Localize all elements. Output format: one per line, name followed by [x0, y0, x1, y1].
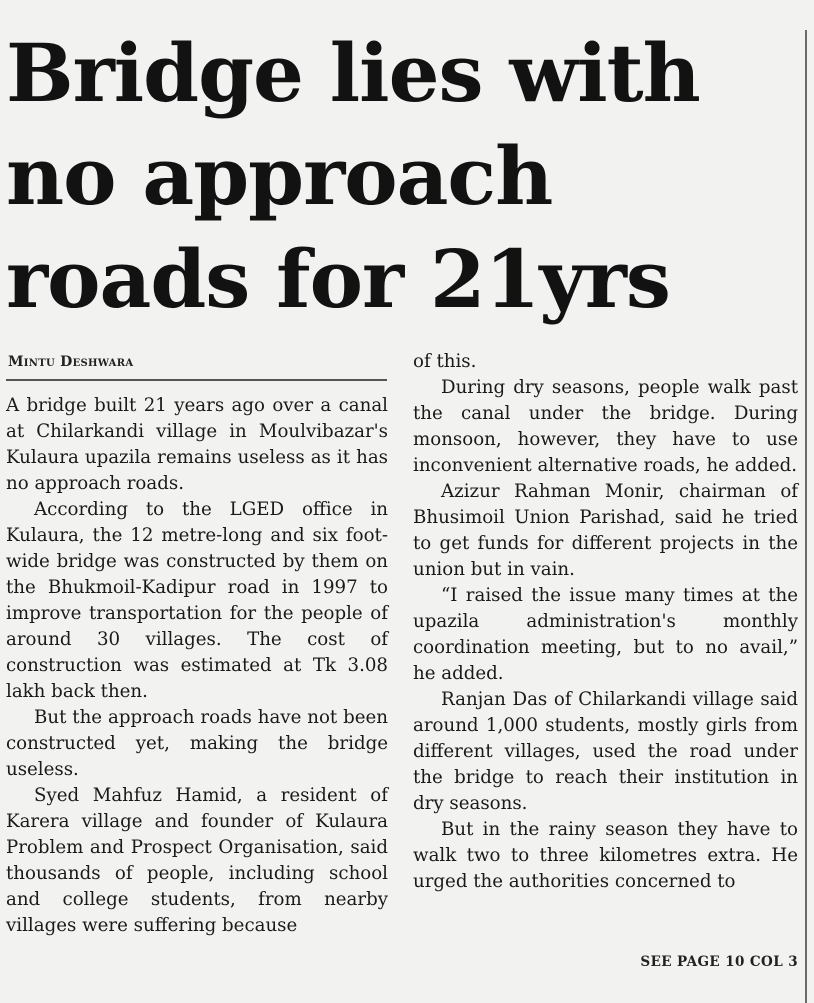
paragraph: But the approach roads have not been constructed yet, making the bridge useless. [6, 707, 388, 780]
paragraph: Azizur Rahman Monir, chairman of Bhusimoil Union Parishad, said he tried to get funds for different projects in the union but in vain. [413, 481, 798, 580]
headline-line-2: no approach [6, 129, 553, 223]
article-column-right [413, 349, 798, 895]
paragraph: But in the rainy season they have to walk two to three kilometres extra. He urged the authorities concerned to [413, 819, 798, 892]
paragraph: Syed Mahfuz Hamid, a resident of Karera village and founder of Kulaura Problem and Prospect Organisation, said thousands of people, including school and college students, from nearby villages were suffering because [6, 785, 388, 936]
headline-line-3: roads for 21yrs [6, 232, 670, 326]
headline [6, 22, 796, 331]
byline: Mintu Deshwara [8, 354, 134, 370]
byline-divider [6, 379, 387, 381]
paragraph: During dry seasons, people walk past the canal under the bridge. During monsoon, however, they have to use inconvenient alternative roads, he added. [413, 377, 798, 476]
column-rule-right [805, 30, 807, 1003]
paragraph-continuation: of this. [413, 351, 477, 372]
article-column-left [6, 393, 388, 939]
paragraph: “I raised the issue many times at the upazila administration's monthly coordination meeting, but to no avail,” he added. [413, 585, 798, 684]
continued-on-page-line: SEE PAGE 10 COL 3 [640, 954, 798, 970]
paragraph: A bridge built 21 years ago over a canal at Chilarkandi village in Moulvibazar's Kulaura upazila remains useless as it has no approach roads. [6, 395, 388, 494]
headline-line-1: Bridge lies with [6, 26, 700, 120]
paragraph: Ranjan Das of Chilarkandi village said around 1,000 students, mostly girls from different villages, used the road under the bridge to reach their institution in dry seasons. [413, 689, 798, 814]
paragraph: According to the LGED office in Kulaura, the 12 metre-long and six foot-wide bridge was constructed by them on the Bhukmoil-Kadipur road in 1997 to improve transportation for the people of around 30 villages. The cost of construction was estimated at Tk 3.08 lakh back then. [6, 499, 388, 702]
